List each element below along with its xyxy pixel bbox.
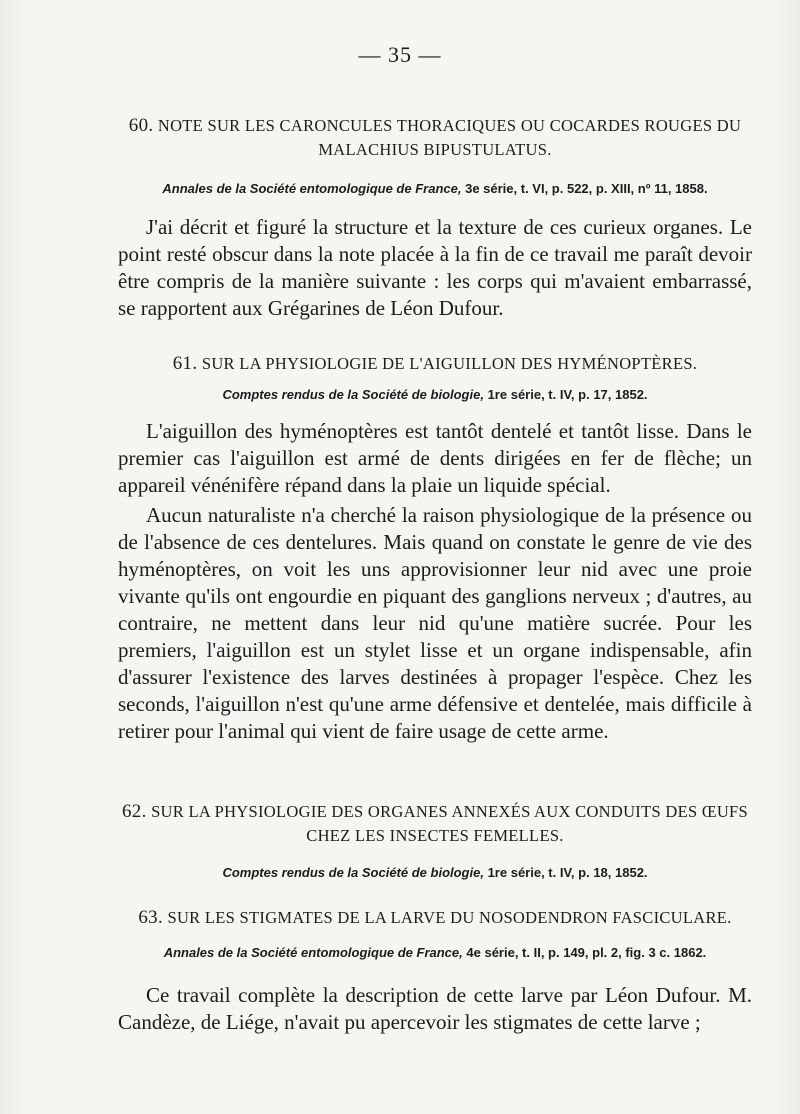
- section-number: 60.: [128, 115, 154, 136]
- section-number: 61.: [172, 353, 198, 374]
- citation: [118, 944, 752, 962]
- paragraph: Aucun naturaliste n'a cherché la raison physiologique de la présence ou de l'absence de ces dentelures. Mais quand on constate le genre de vie des hyménoptères, on voit les uns approvisionner leur nid avec une proie vivante qu'ils ont engourdie en piquant des ganglions nerveux ; d'autres, au contraire, ne mettent dans leur nid qu'une matière sucrée. Pour les premiers, l'aiguillon est un stylet lisse et un organe indispensable, afin d'assurer l'existence des larves destinées à propager l'espèce. Chez les seconds, l'aiguillon n'est qu'une arme défensive et dentelée, mais difficile à retirer pour l'animal qui vient de faire usage de cette arme.: [118, 503, 752, 743]
- citation-journal: Comptes rendus de la Société de biologie,: [222, 387, 484, 402]
- citation-reference: 3e série, t. VI, p. 522, p. XIII, nº 11, 1858.: [465, 181, 708, 196]
- paragraph: J'ai décrit et figuré la structure et la texture de ces curieux organes. Le point resté obscur dans la note placée à la fin de ce travail me paraît devoir être compris de la manière suivante : les corps qui m'avaient embarrassé, se rapportent aux Grégarines de Léon Dufour.: [118, 215, 752, 320]
- section-title: [118, 906, 752, 930]
- section-title-line: NOTE SUR LES CARONCULES THORACIQUES OU COCARDES ROUGES DU: [157, 116, 742, 135]
- section-number: 63.: [138, 907, 164, 928]
- citation-reference: 1re série, t. IV, p. 17, 1852.: [487, 387, 648, 402]
- citation-journal: Annales de la Société entomologique de France,: [162, 181, 462, 196]
- citation: [118, 864, 752, 882]
- citation-journal: Annales de la Société entomologique de France,: [163, 945, 463, 960]
- section-title: [118, 352, 752, 376]
- section-62: [118, 800, 752, 882]
- section-title-line: SUR LA PHYSIOLOGIE DES ORGANES ANNEXÉS AUX CONDUITS DES ŒUFS: [151, 802, 749, 821]
- section-61: [118, 352, 752, 745]
- section-title-line: SUR LES STIGMATES DE LA LARVE DU NOSODENDRON FASCICULARE.: [167, 908, 732, 927]
- citation-journal: Comptes rendus de la Société de biologie,: [222, 865, 484, 880]
- citation-reference: 4e série, t. II, p. 149, pl. 2, fig. 3 c. 1862.: [466, 945, 707, 960]
- section-number: 62.: [121, 801, 147, 822]
- citation-reference: 1re série, t. IV, p. 18, 1852.: [487, 865, 648, 880]
- citation: [118, 386, 752, 404]
- section-title-line: MALACHIUS BIPUSTULATUS.: [318, 140, 552, 159]
- section-title-line: CHEZ LES INSECTES FEMELLES.: [306, 826, 564, 845]
- citation: [118, 180, 752, 198]
- section-title-line: SUR LA PHYSIOLOGIE DE L'AIGUILLON DES HYMÉNOPTÈRES.: [201, 354, 698, 373]
- page-number: — 35 —: [358, 42, 442, 67]
- paragraph: Ce travail complète la description de cette larve par Léon Dufour. M. Candèze, de Liége, n'avait pu apercevoir les stigmates de cette larve ;: [118, 983, 752, 1034]
- section-63: [118, 906, 752, 1036]
- section-title: [118, 114, 752, 162]
- section-60: [118, 114, 752, 322]
- section-title: [118, 800, 752, 848]
- paragraph: L'aiguillon des hyménoptères est tantôt dentelé et tantôt lisse. Dans le premier cas l'aiguillon est armé de dents dirigées en fer de flèche; un appareil vénénifère répand dans la plaie un liquide spécial.: [118, 419, 752, 497]
